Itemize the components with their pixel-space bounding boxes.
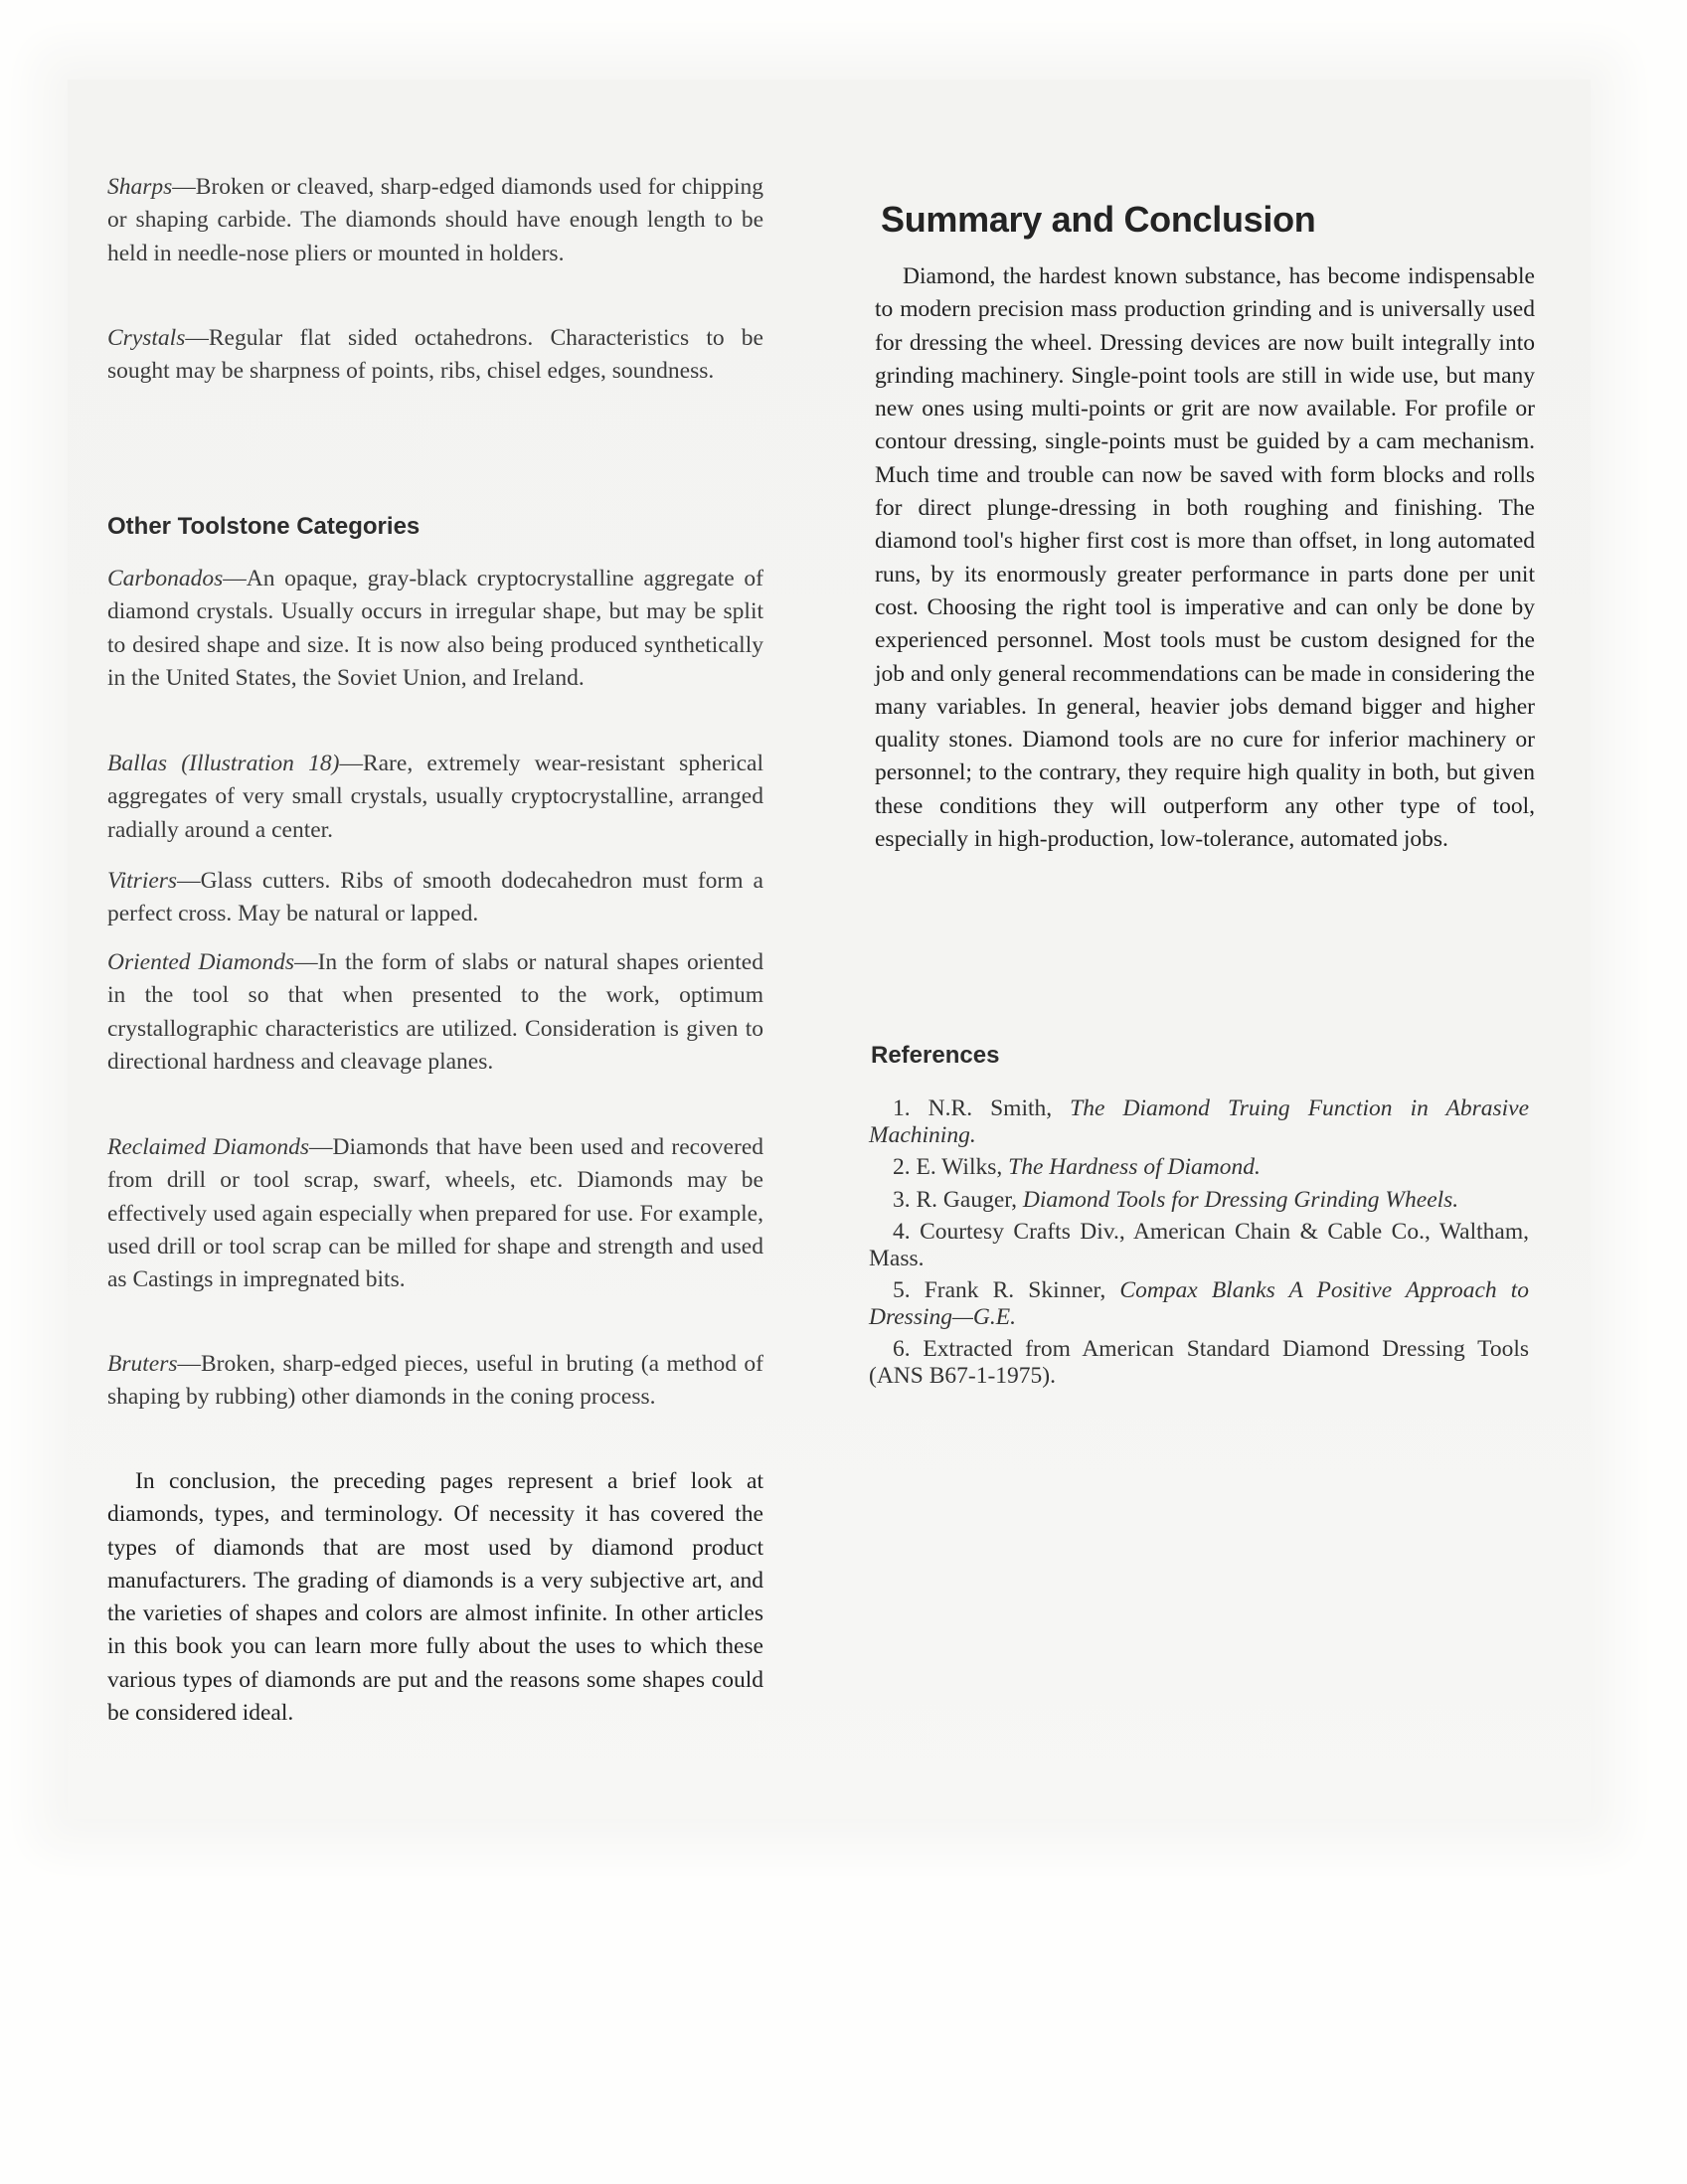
term-vitriers: Vitriers	[107, 868, 178, 894]
reference-number: 4.	[893, 1219, 911, 1245]
reference-title: The Diamond Truing Function in Abrasive Machining.	[869, 1095, 1529, 1148]
summary-paragraph	[875, 260, 1535, 856]
reference-author: E. Wilks,	[916, 1154, 1009, 1180]
definition-crystals	[107, 322, 763, 389]
reference-title: Compax Blanks A Positive Approach to Dressing—G.E.	[869, 1277, 1530, 1330]
definition-carbonados-text: —An opaque, gray-black cryptocrystalline aggregate of diamond crystals. Usually occurs in irregular shape, but may be split to desired shape and size. It is now also being produced synthetically in the United States, the Soviet Union, and Ireland.	[107, 566, 763, 691]
reference-item	[869, 1277, 1529, 1330]
definition-sharps	[107, 171, 763, 270]
definition-ballas-text: —Rare, extremely wear-resistant spherical aggregates of very small crystals, usually cryptocrystalline, arranged radially around a center.	[107, 751, 763, 843]
term-oriented-diamonds: Oriented Diamonds	[107, 949, 295, 975]
term-reclaimed-diamonds: Reclaimed Diamonds	[107, 1134, 310, 1160]
reference-item	[869, 1187, 1529, 1214]
conclusion-text: In conclusion, the preceding pages represent a brief look at diamonds, types, and terminology. Of necessity it has covered the types of diamonds that are most used by diamond product manufacturers. The grading of diamonds is a very subjective art, and the varieties of shapes and colors are almost infinite. In other articles in this book you can learn more fully about the uses to which these various types of diamonds are put and the reasons some shapes could be considered ideal.	[107, 1468, 763, 1727]
definition-carbonados	[107, 563, 763, 695]
reference-author: Courtesy Crafts Div., American Chain & Cable Co., Waltham, Mass.	[869, 1219, 1529, 1271]
reference-number: 1.	[893, 1095, 911, 1121]
term-sharps: Sharps	[107, 174, 173, 200]
reference-title: The Hardness of Diamond.	[1008, 1154, 1261, 1180]
definition-oriented-diamonds	[107, 946, 763, 1079]
reference-author: R. Gauger,	[916, 1186, 1023, 1213]
references-heading: References	[871, 1042, 1000, 1069]
reference-item	[869, 1219, 1529, 1271]
definition-oriented-text: —In the form of slabs or natural shapes oriented in the tool so that when presented to the work, optimum crystallographic characteristics are utilized. Consideration is given to directional hardness and cleavage planes.	[107, 949, 763, 1075]
other-toolstone-heading: Other Toolstone Categories	[107, 513, 421, 540]
reference-number: 6.	[893, 1336, 911, 1362]
term-crystals: Crystals	[107, 325, 186, 351]
term-ballas: Ballas (Illustration 18)	[107, 751, 340, 776]
reference-author: Frank R. Skinner,	[924, 1277, 1120, 1303]
term-bruters: Bruters	[107, 1351, 178, 1377]
summary-text: Diamond, the hardest known substance, has become indispensable to modern precision mass production grinding and is universally used for dressing the wheel. Dressing devices are now built integrally into grinding machinery. Single-point tools are still in wide use, but many new ones using multi-points or grit are now available. For profile or contour dressing, single-points must be guided by a cam mechanism. Much time and trouble can now be saved with form blocks and rolls for direct plunge-dressing in both roughing and finishing. The diamond tool's higher first cost is more than offset, in long automated runs, by its enormously greater performance in parts done per unit cost. Choosing the right tool is imperative and can only be done by experienced personnel. Most tools must be custom designed for the job and only general recommendations can be made in considering the many variables. In general, heavier jobs demand bigger and higher quality stones. Diamond tools are no cure for inferior machinery or personnel; to the contrary, they require high quality in both, but given these conditions they will outperform any other type of tool, especially in high-production, low-tolerance, automated jobs.	[875, 263, 1535, 853]
definition-vitriers-text: —Glass cutters. Ribs of smooth dodecahedron must form a perfect cross. May be natural or lapped.	[107, 868, 763, 927]
reference-item	[869, 1095, 1529, 1148]
reference-number: 2.	[893, 1154, 911, 1180]
summary-heading: Summary and Conclusion	[881, 199, 1316, 240]
reference-item	[869, 1336, 1529, 1389]
reference-number: 3.	[893, 1186, 911, 1213]
definition-ballas	[107, 748, 763, 847]
reference-number: 5.	[893, 1277, 911, 1303]
definition-bruters-text: —Broken, sharp-edged pieces, useful in bruting (a method of shaping by rubbing) other diamonds in the coning process.	[107, 1351, 763, 1411]
reference-item	[869, 1154, 1529, 1181]
references-list	[869, 1095, 1529, 1395]
definition-vitriers	[107, 865, 763, 931]
reference-title: Diamond Tools for Dressing Grinding Wheels.	[1022, 1186, 1459, 1213]
conclusion-paragraph	[107, 1465, 763, 1730]
definition-crystals-text: —Regular flat sided octahedrons. Characteristics to be sought may be sharpness of points, ribs, chisel edges, soundness.	[107, 325, 763, 385]
term-carbonados: Carbonados	[107, 566, 224, 591]
reference-author: N.R. Smith,	[928, 1095, 1071, 1121]
definition-reclaimed-diamonds	[107, 1131, 763, 1296]
reference-author: Extracted from American Standard Diamond Dressing Tools (ANS B67-1-1975).	[869, 1336, 1529, 1389]
definition-bruters	[107, 1348, 763, 1415]
definition-sharps-text: —Broken or cleaved, sharp-edged diamonds used for chipping or shaping carbide. The diamonds should have enough length to be held in needle-nose pliers or mounted in holders.	[107, 174, 763, 266]
definition-reclaimed-text: —Diamonds that have been used and recovered from drill or tool scrap, swarf, wheels, etc. Diamonds may be effectively used again especially when prepared for use. For example, used drill or tool scrap can be milled for shape and strength and used as Castings in impregnated bits.	[107, 1134, 763, 1293]
